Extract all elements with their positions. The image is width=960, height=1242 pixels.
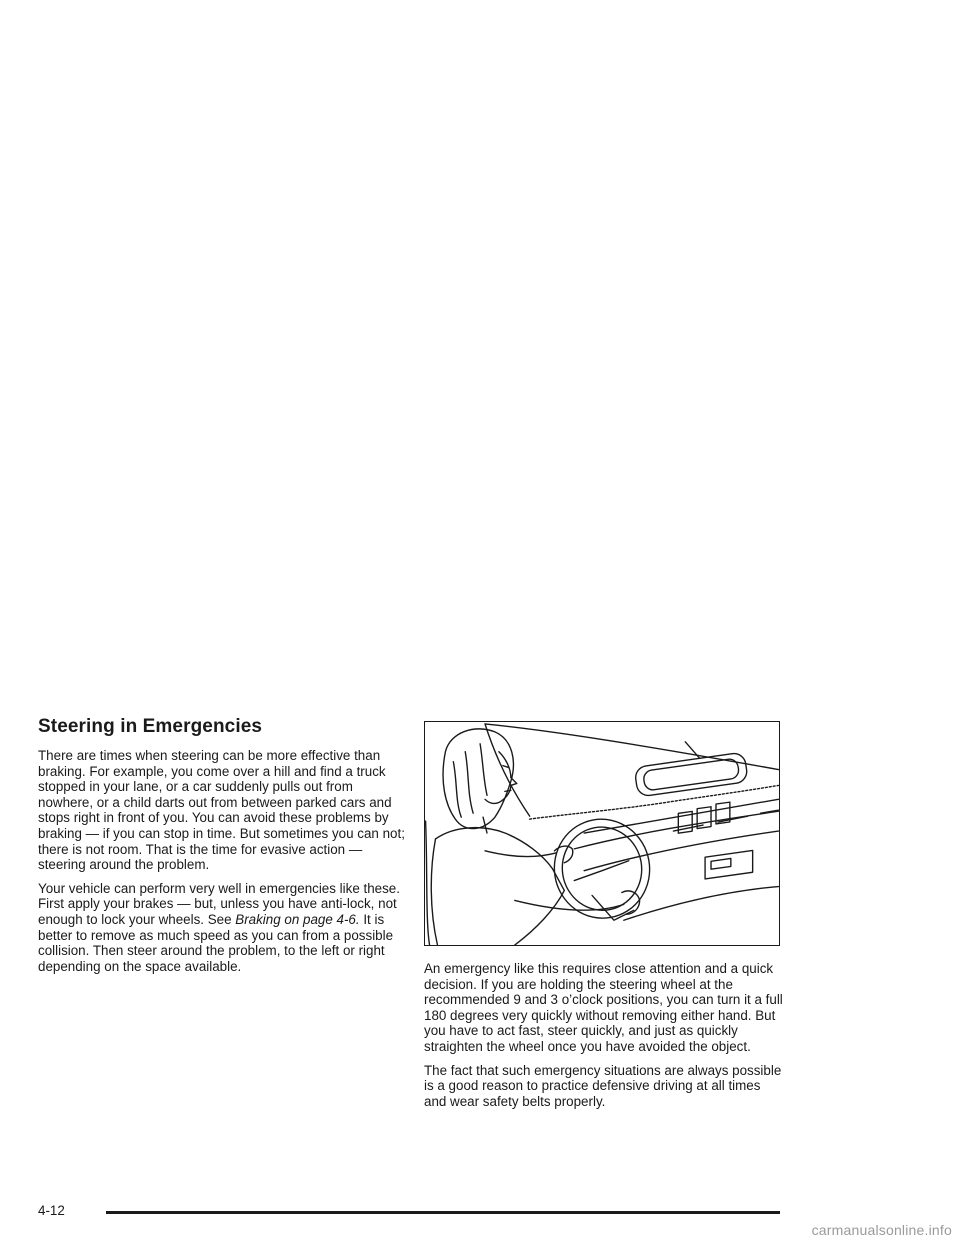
right-column xyxy=(424,961,784,1117)
paragraph xyxy=(38,881,408,975)
watermark: carmanualsonline.info xyxy=(811,1222,952,1238)
footer-rule xyxy=(106,1211,780,1214)
radio-unit xyxy=(705,850,753,878)
driver-steering-illustration xyxy=(424,721,780,946)
driver-hair-strands xyxy=(453,744,487,817)
page-number: 4-12 xyxy=(38,1203,65,1218)
paragraph-text: Your vehicle can perform very well in emergencies like these. First apply your brakes — but, unless you have anti-lock, not enough to lock your wheels. See xyxy=(38,880,400,927)
driver-right-arm xyxy=(515,900,624,910)
car-seat xyxy=(426,821,430,945)
driver-left-arm xyxy=(485,851,556,857)
driver-steering-drawing xyxy=(425,722,779,945)
driver-hair xyxy=(443,729,513,829)
paragraph: The fact that such emergency situations are always possible is a good reason to practice defensive driving at all times and wear safety belts properly. xyxy=(424,1062,782,1109)
horizon-treeline xyxy=(530,785,779,819)
driver-left-hand xyxy=(554,846,572,863)
driver-mouth xyxy=(505,790,511,791)
steering-spoke xyxy=(574,861,629,881)
a-pillar xyxy=(485,724,530,816)
section-title: Steering in Emergencies xyxy=(38,716,263,737)
left-column xyxy=(38,748,408,982)
rear-view-mirror-glass xyxy=(643,758,740,791)
dashboard-lower xyxy=(624,887,779,921)
radio-display xyxy=(711,858,731,869)
driver-back xyxy=(431,839,437,945)
cross-reference-link[interactable]: Braking on page 4-6. xyxy=(235,911,360,927)
paragraph: An emergency like this requires close attention and a quick decision. If you are holding the steering wheel at the recommended 9 and 3 o’clock positions, you can turn it a full 180 degrees very quickly without removing either hand. But you have to act fast, steer quickly, and just as quickly straighten the wheel once you have avoided the object. xyxy=(424,961,783,1054)
driver-body xyxy=(435,828,564,945)
paragraph-text: It is better to remove as much speed as you can from a possible collision. Then steer around the problem, to the left or right depending on the space available. xyxy=(38,911,394,974)
mirror-mount xyxy=(685,742,699,758)
paragraph: There are times when steering can be more effective than braking. For example, you come over a hill and find a truck stopped in your lane, or a car suddenly pulls out from nowhere, or a child darts out from between parked cars and stops right in front of you. You can avoid these problems by braking — if you can stop in time. But sometimes you can not; there is not room. That is the time for evasive action — steering around the problem. xyxy=(38,748,405,873)
windshield-frame xyxy=(485,724,778,770)
